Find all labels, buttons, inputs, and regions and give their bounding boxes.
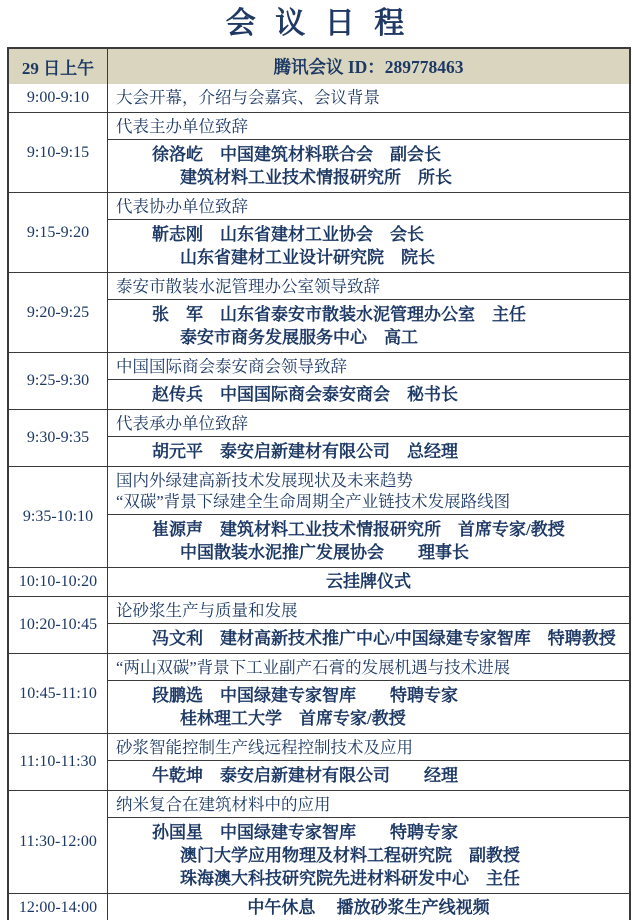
speaker-line: 靳志刚 山东省建材工业协会 会长: [152, 225, 424, 244]
content-cell: [108, 654, 629, 733]
time-cell: 9:30-9:35: [9, 410, 108, 466]
content-cell: [108, 84, 629, 112]
schedule-row: [9, 790, 629, 893]
speaker-line: 桂林理工大学 首席专家/教授: [180, 709, 406, 728]
speaker-line: 建筑材料工业技术情报研究所 所长: [180, 168, 452, 187]
schedule-row: [9, 112, 629, 192]
content-cell: [108, 597, 629, 653]
time-cell: 10:10-10:20: [9, 568, 108, 596]
speaker-block: [108, 624, 629, 653]
schedule-row: [9, 733, 629, 790]
topic-block: [108, 467, 629, 515]
speaker-line: 崔源声 建筑材料工业技术情报研究所 首席专家/教授: [152, 520, 565, 539]
session-item-text: 云挂牌仪式: [326, 572, 411, 591]
time-cell: 9:10-9:15: [9, 113, 108, 192]
content-cell: [108, 791, 629, 893]
speaker-block: [108, 220, 629, 272]
schedule-row: [9, 352, 629, 409]
speaker-block: [108, 380, 629, 409]
time-cell: 9:20-9:25: [9, 273, 108, 352]
topic-block: [108, 791, 629, 818]
topic-line: 国内外绿建高新技术发展现状及未来趋势: [116, 471, 413, 490]
content-cell: [108, 894, 629, 920]
topic-block: [108, 410, 629, 437]
speaker-block: [108, 761, 629, 790]
schedule-row: [9, 192, 629, 272]
time-cell: 9:00-9:10: [9, 84, 108, 112]
speaker-line: 段鹏选 中国绿建专家智库 特聘专家: [152, 686, 458, 705]
content-cell: [108, 734, 629, 790]
time-cell: 10:45-11:10: [9, 654, 108, 733]
topic-line: 纳米复合在建筑材料中的应用: [116, 795, 331, 814]
topic-line: 砂浆智能控制生产线远程控制技术及应用: [116, 738, 413, 757]
topic-block: [108, 597, 629, 624]
page-title: 会 议 日 程: [225, 7, 411, 40]
time-cell: 9:35-10:10: [9, 467, 108, 567]
topic-line: 泰安市散装水泥管理办公室领导致辞: [116, 277, 380, 296]
speaker-line: 冯文利 建材高新技术推广中心/中国绿建专家智库 特聘教授: [152, 629, 616, 648]
speaker-block: [108, 437, 629, 466]
content-cell: [108, 568, 629, 596]
speaker-block: [108, 515, 629, 567]
time-cell: 10:20-10:45: [9, 597, 108, 653]
speaker-line: 张 军 山东省泰安市散装水泥管理办公室 主任: [152, 305, 526, 324]
topic-line: “双碳”背景下绿建全生命周期全产业链技术发展路线图: [116, 492, 511, 511]
topic-line: 代表承办单位致辞: [116, 414, 248, 433]
topic-block: [108, 654, 629, 681]
speaker-line: 泰安市商务发展服务中心 高工: [180, 328, 418, 347]
schedule-row: [9, 893, 629, 920]
topic-block: [108, 193, 629, 220]
content-cell: [108, 193, 629, 272]
schedule-row: [9, 84, 629, 112]
speaker-line: 孙国星 中国绿建专家智库 特聘专家: [152, 823, 458, 842]
agenda-table: [7, 47, 631, 920]
topic-line: 代表协办单位致辞: [116, 197, 248, 216]
topic-line: 代表主办单位致辞: [116, 117, 248, 136]
schedule-row: [9, 272, 629, 352]
topic-block: [108, 113, 629, 140]
speaker-line: 牛乾坤 泰安启新建材有限公司 经理: [152, 766, 458, 785]
schedule-row: [9, 567, 629, 596]
session-item-text: 大会开幕，介绍与会嘉宾、会议背景: [116, 88, 380, 107]
time-cell: 11:30-12:00: [9, 791, 108, 893]
speaker-block: [108, 300, 629, 352]
topic-block: [108, 353, 629, 380]
session-header-row: [9, 49, 629, 84]
speaker-line: 徐洛屹 中国建筑材料联合会 副会长: [152, 145, 441, 164]
schedule-row: [9, 596, 629, 653]
speaker-line: 中国散装水泥推广发展协会 理事长: [180, 543, 469, 562]
speaker-block: [108, 140, 629, 192]
topic-line: 中国国际商会泰安商会领导致辞: [116, 357, 347, 376]
meeting-id-text: 腾讯会议 ID：289778463: [273, 57, 464, 77]
topic-line: 论砂浆生产与质量和发展: [116, 601, 298, 620]
speaker-block: [108, 818, 629, 893]
speaker-line: 赵传兵 中国国际商会泰安商会 秘书长: [152, 385, 458, 404]
schedule-row: [9, 409, 629, 466]
content-cell: [108, 113, 629, 192]
schedule-row: [9, 653, 629, 733]
time-cell: 9:15-9:20: [9, 193, 108, 272]
topic-block: [108, 734, 629, 761]
time-cell: 12:00-14:00: [9, 894, 108, 920]
speaker-line: 珠海澳大科技研究院先进材料研发中心 主任: [180, 869, 520, 888]
content-cell: [108, 353, 629, 409]
speaker-block: [108, 681, 629, 733]
topic-line: “两山双碳”背景下工业副产石膏的发展机遇与技术进展: [116, 658, 511, 677]
time-cell: 11:10-11:30: [9, 734, 108, 790]
speaker-line: 山东省建材工业设计研究院 院长: [180, 248, 435, 267]
content-cell: [108, 410, 629, 466]
content-cell: [108, 467, 629, 567]
topic-block: [108, 273, 629, 300]
schedule-row: [9, 466, 629, 567]
speaker-line: 澳门大学应用物理及材料工程研究院 副教授: [180, 846, 520, 865]
time-cell: 9:25-9:30: [9, 353, 108, 409]
session-item-text: 中午休息 播放砂浆生产线视频: [247, 898, 490, 917]
content-cell: [108, 273, 629, 352]
session-label: 29 日上午: [9, 49, 108, 84]
speaker-line: 胡元平 泰安启新建材有限公司 总经理: [152, 442, 458, 461]
